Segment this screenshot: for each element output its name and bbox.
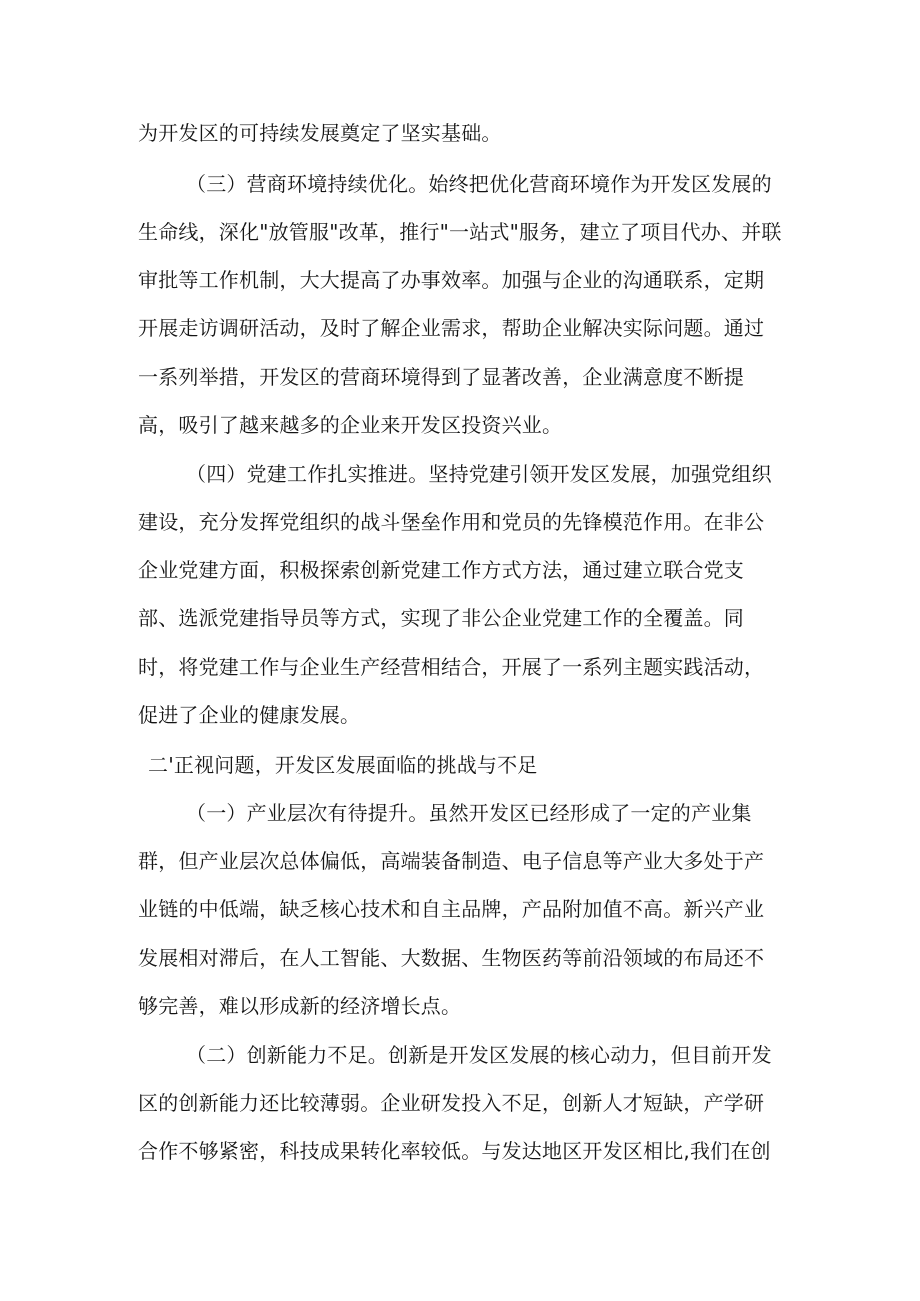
section-heading-line: （二）创新能力不足。创新是开发区发展的核心动力，但目前开发: [186, 1043, 772, 1067]
paragraph-line: 企业党建方面，积极探索创新党建工作方式方法，通过建立联合党支: [138, 558, 744, 582]
paragraph-line: 时，将党建工作与企业生产经营相结合，开展了一系列主题实践活动，: [138, 655, 765, 679]
section-heading-line: （四）党建工作扎实推进。坚持党建引领开发区发展，加强党组织: [186, 462, 772, 486]
paragraph-line: 促进了企业的健康发展。: [138, 703, 361, 727]
paragraph-line: 够完善，难以形成新的经济增长点。: [138, 994, 462, 1018]
paragraph-line: 合作不够紧密，科技成果转化率较低。与发达地区开发区相比,我们在创: [138, 1139, 771, 1163]
paragraph-line: 区的创新能力还比较薄弱。企业研发投入不足，创新人才短缺，产学研: [138, 1091, 765, 1115]
section-heading-line: （三）营商环境持续优化。始终把优化营商环境作为开发区发展的: [186, 172, 772, 196]
paragraph-line: 发展相对滞后，在人工智能、大数据、生物医药等前沿领域的布局还不: [138, 946, 765, 970]
paragraph-line: 业链的中低端，缺乏核心技术和自主品牌，产品附加值不高。新兴产业: [138, 897, 765, 921]
paragraph-line: 高，吸引了越来越多的企业来开发区投资兴业。: [138, 413, 563, 437]
paragraph-line: 一系列举措，开发区的营商环境得到了显著改善，企业满意度不断提: [138, 365, 744, 389]
paragraph-line: 审批等工作机制，大大提高了办事效率。加强与企业的沟通联系，定期: [138, 268, 765, 292]
chapter-heading: 二'正视问题，开发区发展面临的挑战与不足: [148, 753, 538, 777]
paragraph-line: 建设，充分发挥党组织的战斗堡垒作用和党员的先锋模范作用。在非公: [138, 510, 765, 534]
section-heading-line: （一）产业层次有待提升。虽然开发区已经形成了一定的产业集: [186, 801, 752, 825]
paragraph-line: 群，但产业层次总体偏低，高端装备制造、电子信息等产业大多处于产: [138, 849, 765, 873]
paragraph-line: 开展走访调研活动，及时了解企业需求，帮助企业解决实际问题。通过: [138, 316, 765, 340]
paragraph-line: 生命线，深化"放管服"改革，推行"一站式"服务，建立了项目代办、并联: [138, 220, 782, 244]
paragraph-line: 为开发区的可持续发展奠定了坚实基础。: [138, 121, 502, 145]
paragraph-line: 部、选派党建指导员等方式，实现了非公企业党建工作的全覆盖。同: [138, 606, 744, 630]
